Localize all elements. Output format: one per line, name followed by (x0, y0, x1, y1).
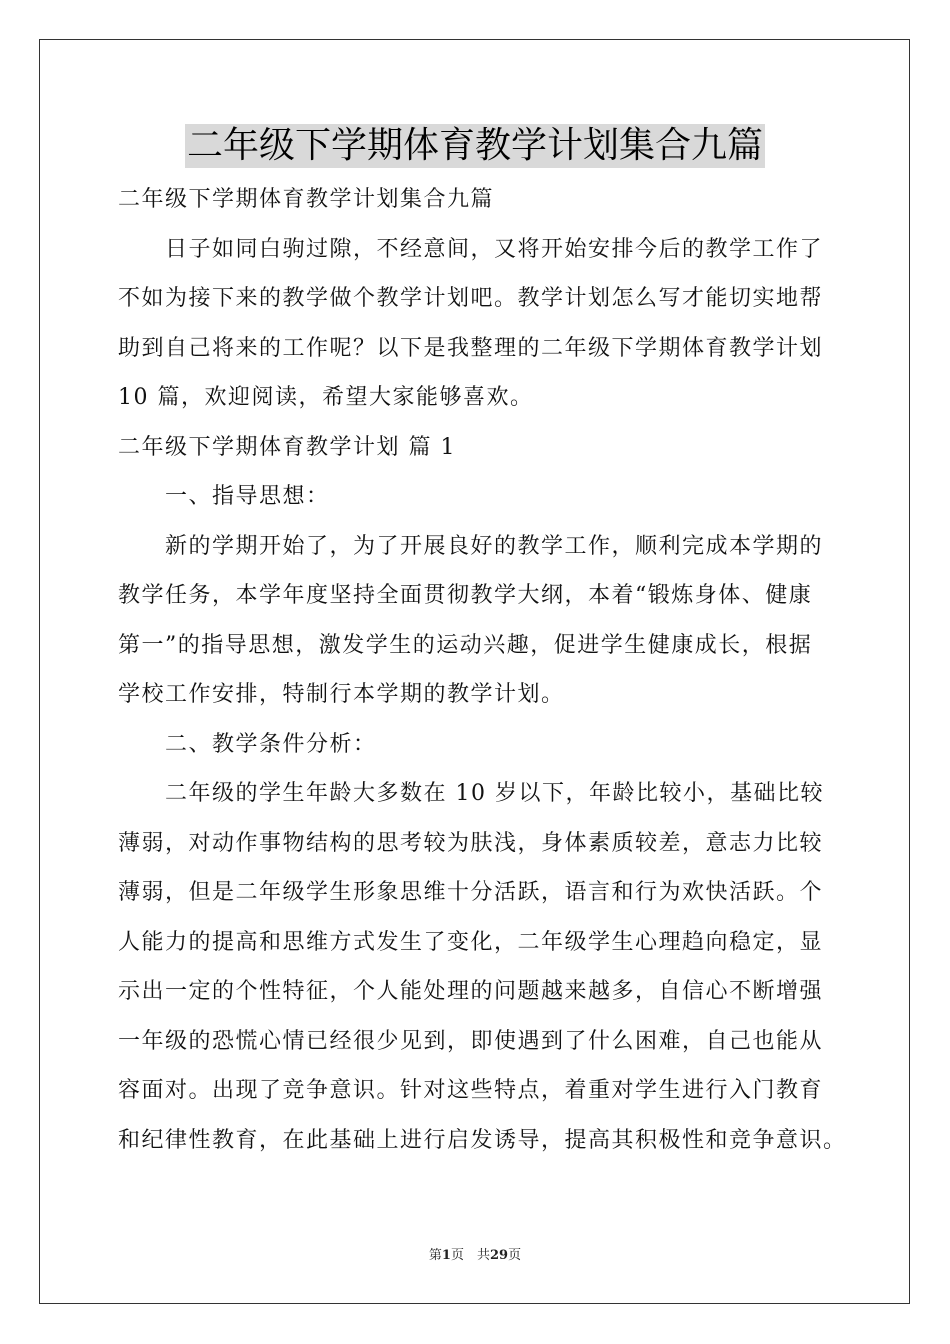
body-line: 一年级的恐慌心情已经很少见到，即使遇到了什么困难，自己也能从 (118, 1028, 824, 1054)
body-line: 二年级下学期体育教学计划集合九篇 (118, 187, 495, 212)
body-line: 新的学期开始了，为了开展良好的教学工作，顺利完成本学期的 (165, 533, 824, 559)
document-title: 二年级下学期体育教学计划集合九篇 (186, 125, 763, 166)
body-line: 学校工作安排，特制行本学期的教学计划。 (118, 682, 565, 707)
body-line: 薄弱，对动作事物结构的思考较为肤浅，身体素质较差，意志力比较 (118, 830, 824, 856)
body-line: 示出一定的个性特征，个人能处理的问题越来越多，自信心不断增强 (118, 979, 824, 1004)
body-line: 人能力的提高和思维方式发生了变化，二年级学生心理趋向稳定，显 (118, 929, 824, 955)
body-line: 薄弱，但是二年级学生形象思维十分活跃，语言和行为欢快活跃。个 (118, 880, 824, 905)
page-footer (0, 1244, 950, 1263)
body-line: 和纪律性教育，在此基础上进行启发诱导，提高其积极性和竞争意识。 (118, 1127, 847, 1153)
footer-page-mid: 页 共 (450, 1248, 490, 1263)
body-line: 日子如同白驹过隙，不经意间，又将开始安排今后的教学工作了 (165, 236, 824, 262)
document-body (118, 175, 847, 1165)
title-container (0, 124, 950, 168)
body-line: 二年级下学期体育教学计划 篇 1 (118, 434, 456, 460)
body-line: 10 篇，欢迎阅读，希望大家能够喜欢。 (118, 385, 534, 410)
body-line: 二、教学条件分析： (165, 731, 377, 757)
body-line: 不如为接下来的教学做个教学计划吧。教学计划怎么写才能切实地帮 (118, 286, 824, 311)
footer-page-suffix: 页 (508, 1248, 522, 1263)
footer-page-current: 1 (441, 1248, 451, 1263)
body-line: 助到自己将来的工作呢？以下是我整理的二年级下学期体育教学计划 (118, 335, 824, 361)
footer-page-prefix: 第 (428, 1248, 442, 1263)
body-line: 二年级的学生年龄大多数在 10 岁以下，年龄比较小，基础比较 (165, 781, 824, 806)
body-line: 教学任务，本学年度坚持全面贯彻教学大纲，本着“锻炼身体、健康 (118, 583, 813, 608)
footer-page-total: 29 (489, 1248, 509, 1263)
body-line: 容面对。出现了竞争意识。针对这些特点，着重对学生进行入门教育 (118, 1078, 824, 1103)
body-line: 第一”的指导思想，激发学生的运动兴趣，促进学生健康成长，根据 (118, 632, 813, 658)
body-line: 一、指导思想： (165, 484, 330, 509)
